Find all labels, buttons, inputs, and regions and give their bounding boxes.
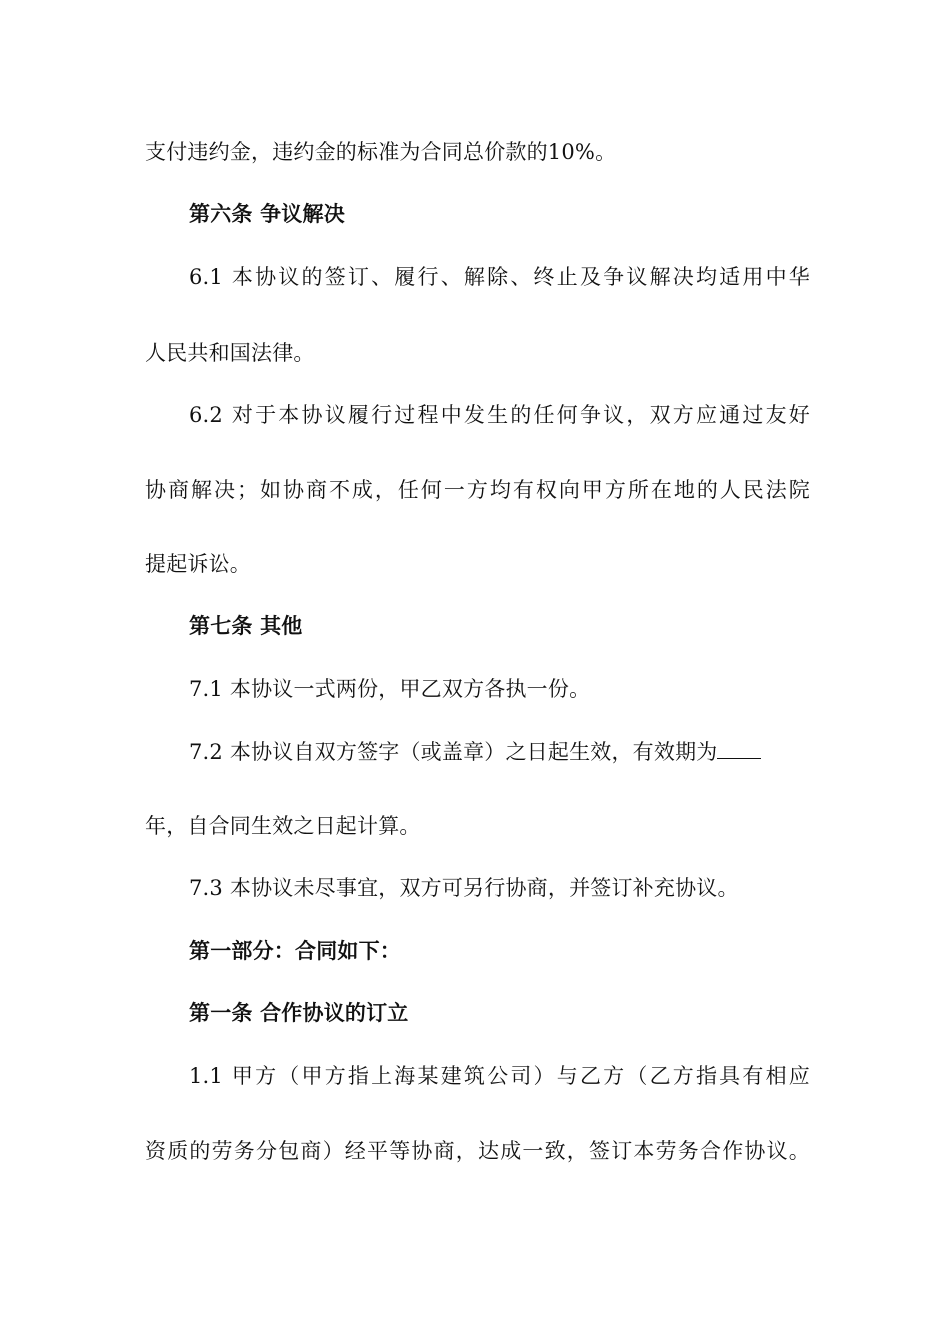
article-6-heading: 第六条 争议解决 [189,202,345,226]
part-1-heading: 第一部分：合同如下： [189,939,401,963]
clause-1-1-line-2: 资质的劳务分包商）经平等协商，达成一致，签订本劳务合作协议。 [145,1139,810,1163]
clause-6-1-line-1: 6.1 本协议的签订、履行、解除、终止及争议解决均适用中华 [189,265,810,289]
clause-7-3: 7.3 本协议未尽事宜，双方可另行协商，并签订补充协议。 [189,876,739,900]
clause-6-1-line-2: 人民共和国法律。 [145,341,315,365]
article-7-heading: 第七条 其他 [189,614,303,638]
clause-7-2-text: 7.2 本协议自双方签字（或盖章）之日起生效，有效期为 [189,740,718,764]
article-1-heading: 第一条 合作协议的订立 [189,1001,409,1025]
penalty-clause-tail: 支付违约金，违约金的标准为合同总价款的10%。 [145,140,617,164]
clause-7-2-line-1 [189,738,810,766]
validity-years-blank [717,738,761,759]
clause-7-2-line-2: 年，自合同生效之日起计算。 [145,814,421,838]
clause-7-1: 7.1 本协议一式两份，甲乙双方各执一份。 [189,677,591,701]
clause-6-2-line-3: 提起诉讼。 [145,552,251,576]
clause-6-2-line-1: 6.2 对于本协议履行过程中发生的任何争议，双方应通过友好 [189,403,810,427]
clause-6-2-line-2: 协商解决；如协商不成，任何一方均有权向甲方所在地的人民法院 [145,478,810,502]
clause-1-1-line-1: 1.1 甲方（甲方指上海某建筑公司）与乙方（乙方指具有相应 [189,1064,810,1088]
